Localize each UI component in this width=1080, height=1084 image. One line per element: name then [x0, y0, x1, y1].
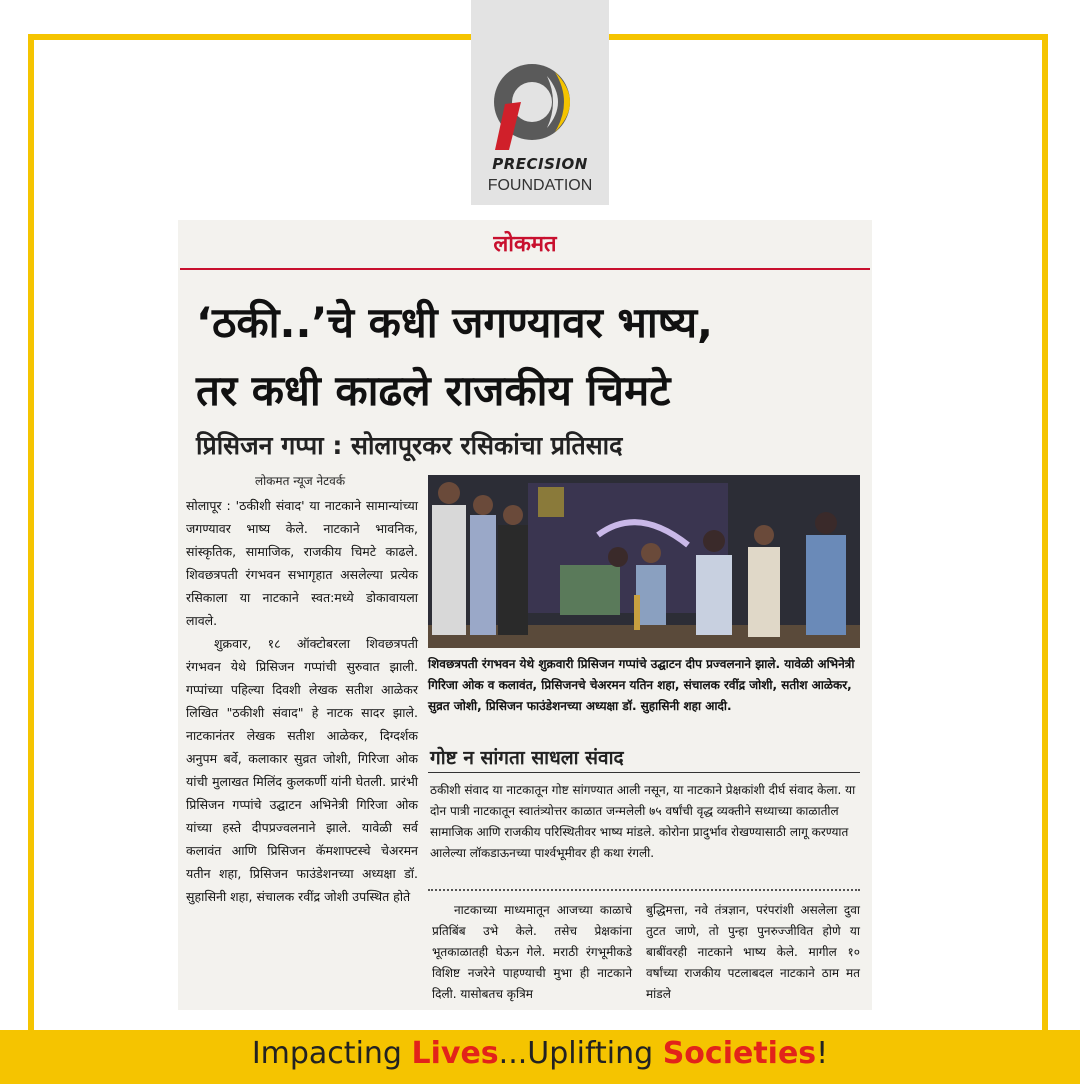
section-title: गोष्ट न सांगता साधला संवाद	[430, 747, 624, 769]
tagline-part-1: Impacting	[251, 1036, 412, 1071]
logo-foundation-text: FOUNDATION	[487, 177, 593, 194]
precision-logo-icon	[485, 62, 595, 152]
headline-line-2: तर कधी काढले राजकीय चिमटे	[196, 366, 671, 415]
byline: लोकमत न्यूज नेटवर्क	[254, 474, 346, 488]
headline-line-1: ‘ठकी..’चे कधी जगण्यावर भाष्य,	[196, 298, 714, 347]
tagline-societies: Societies	[662, 1036, 817, 1071]
article-right-column: बुद्धिमत्ता, नवे तंत्रज्ञान, परंपरांशी असलेला दुवा तुटत जाणे, तो पुन्हा पुनरुज्जीवित होणे या बाबींवरही नाटकाने भाष्य केले. मागील १० वर्षांच्या राजकीय पटलाबदल नाटकाने ठाम मत मांडले	[646, 903, 860, 1001]
newspaper-masthead: लोकमत	[493, 232, 557, 257]
logo-precision-text: PRECISION	[492, 155, 588, 173]
section-rule	[428, 772, 860, 773]
section-body: ठकीशी संवाद या नाटकातून गोष्ट सांगण्यात आली नसून, या नाटकाने प्रेक्षकांशी दीर्घ संवाद केला. या दोन पात्री नाटकातून स्वातंत्र्योत्तर काळात जन्मलेली ७५ वर्षांची वृद्ध व्यक्तीने सध्याच्या काळातील सामाजिक आणि राजकीय परिस्थितीवर भाष्य मांडले. कोरोना प्रादुर्भाव रोखण्यासाठी लागू करण्यात आलेल्या लॉकडाऊनच्या पार्श्वभूमीवर ही कथा रंगली.	[430, 783, 856, 860]
article-left-column	[186, 494, 418, 908]
subheadline: प्रिसिजन गप्पा : सोलापूरकर रसिकांचा प्रतिसाद	[196, 431, 623, 460]
tagline-part-3: ...Uplifting	[498, 1036, 663, 1071]
article-middle-column: नाटकाच्या माध्यमातून आजच्या काळाचे प्रतिबिंब उभे केले. तसेच प्रेक्षकांना भूतकाळातही घेऊन गेले. मराठी रंगभूमीकडे विशिष्ट नजरेने पाहण्याची मुभा ही नाटकाने दिली. यासोबतच कृत्रिम	[432, 903, 632, 1001]
left-paragraph-2: शुक्रवार, १८ ऑक्टोबरला शिवछत्रपती रंगभवन येथे प्रिसिजन गप्पांची सुरुवात झाली. गप्पांच्या पहिल्या दिवशी लेखक सतीश आळेकर लिखित "ठकीशी संवाद" हे नाटक सादर झाले. नाटकानंतर लेखक सतीश आळेकर, दिग्दर्शक अनुपम बर्वे, कलाकार सुव्रत जोशी, गिरिजा ओक यांची मुलाखत मिलिंद कुलकर्णी यांनी घेतली. प्रारंभी प्रिसिजन गप्पांचे उद्घाटन अभिनेत्री गिरिजा ओक यांच्या हस्ते दीपप्रज्वलनाने झाले. यावेळी सर्व कलावंत आणि प्रिसिजन कॅमशाफ्टस्चे चेअरमन यतीन शहा, प्रिसिजन फाउंडेशनच्या अध्यक्षा डॉ. सुहासिनी शहा, संचालक रवींद्र जोशी उपस्थित होते	[186, 636, 418, 904]
masthead-rule	[180, 268, 870, 270]
event-photo	[428, 475, 860, 648]
dotted-divider	[428, 889, 860, 891]
photo-caption: शिवछत्रपती रंगभवन येथे शुक्रवारी प्रिसिजन गप्पांचे उद्घाटन दीप प्रज्वलनाने झाले. यावेळी अभिनेत्री गिरिजा ओक व कलावंत, प्रिसिजनचे चेअरमन यतिन शहा, संचालक रवींद्र जोशी, सतीश आळेकर, सुव्रत जोशी, प्रिसिजन फाउंडेशनच्या अध्यक्षा डॉ. सुहासिनी शहा आदी.	[428, 657, 855, 713]
left-paragraph-1: सोलापूर : 'ठकीशी संवाद' या नाटकाने सामान्यांच्या जगण्यावर भाष्य केले. नाटकाने भावनिक, सांस्कृतिक, सामाजिक, राजकीय चिमटे काढले. शिवछत्रपती रंगभवन सभागृहात असलेल्या प्रत्येक रसिकाला या नाटकाने स्वत:मध्ये डोकावायला लावले.	[186, 498, 418, 628]
tagline	[0, 1036, 1080, 1071]
event-photo-illustration	[428, 475, 860, 648]
tagline-part-5: !	[816, 1036, 829, 1071]
logo-box	[471, 0, 609, 205]
tagline-lives: Lives	[411, 1036, 499, 1071]
